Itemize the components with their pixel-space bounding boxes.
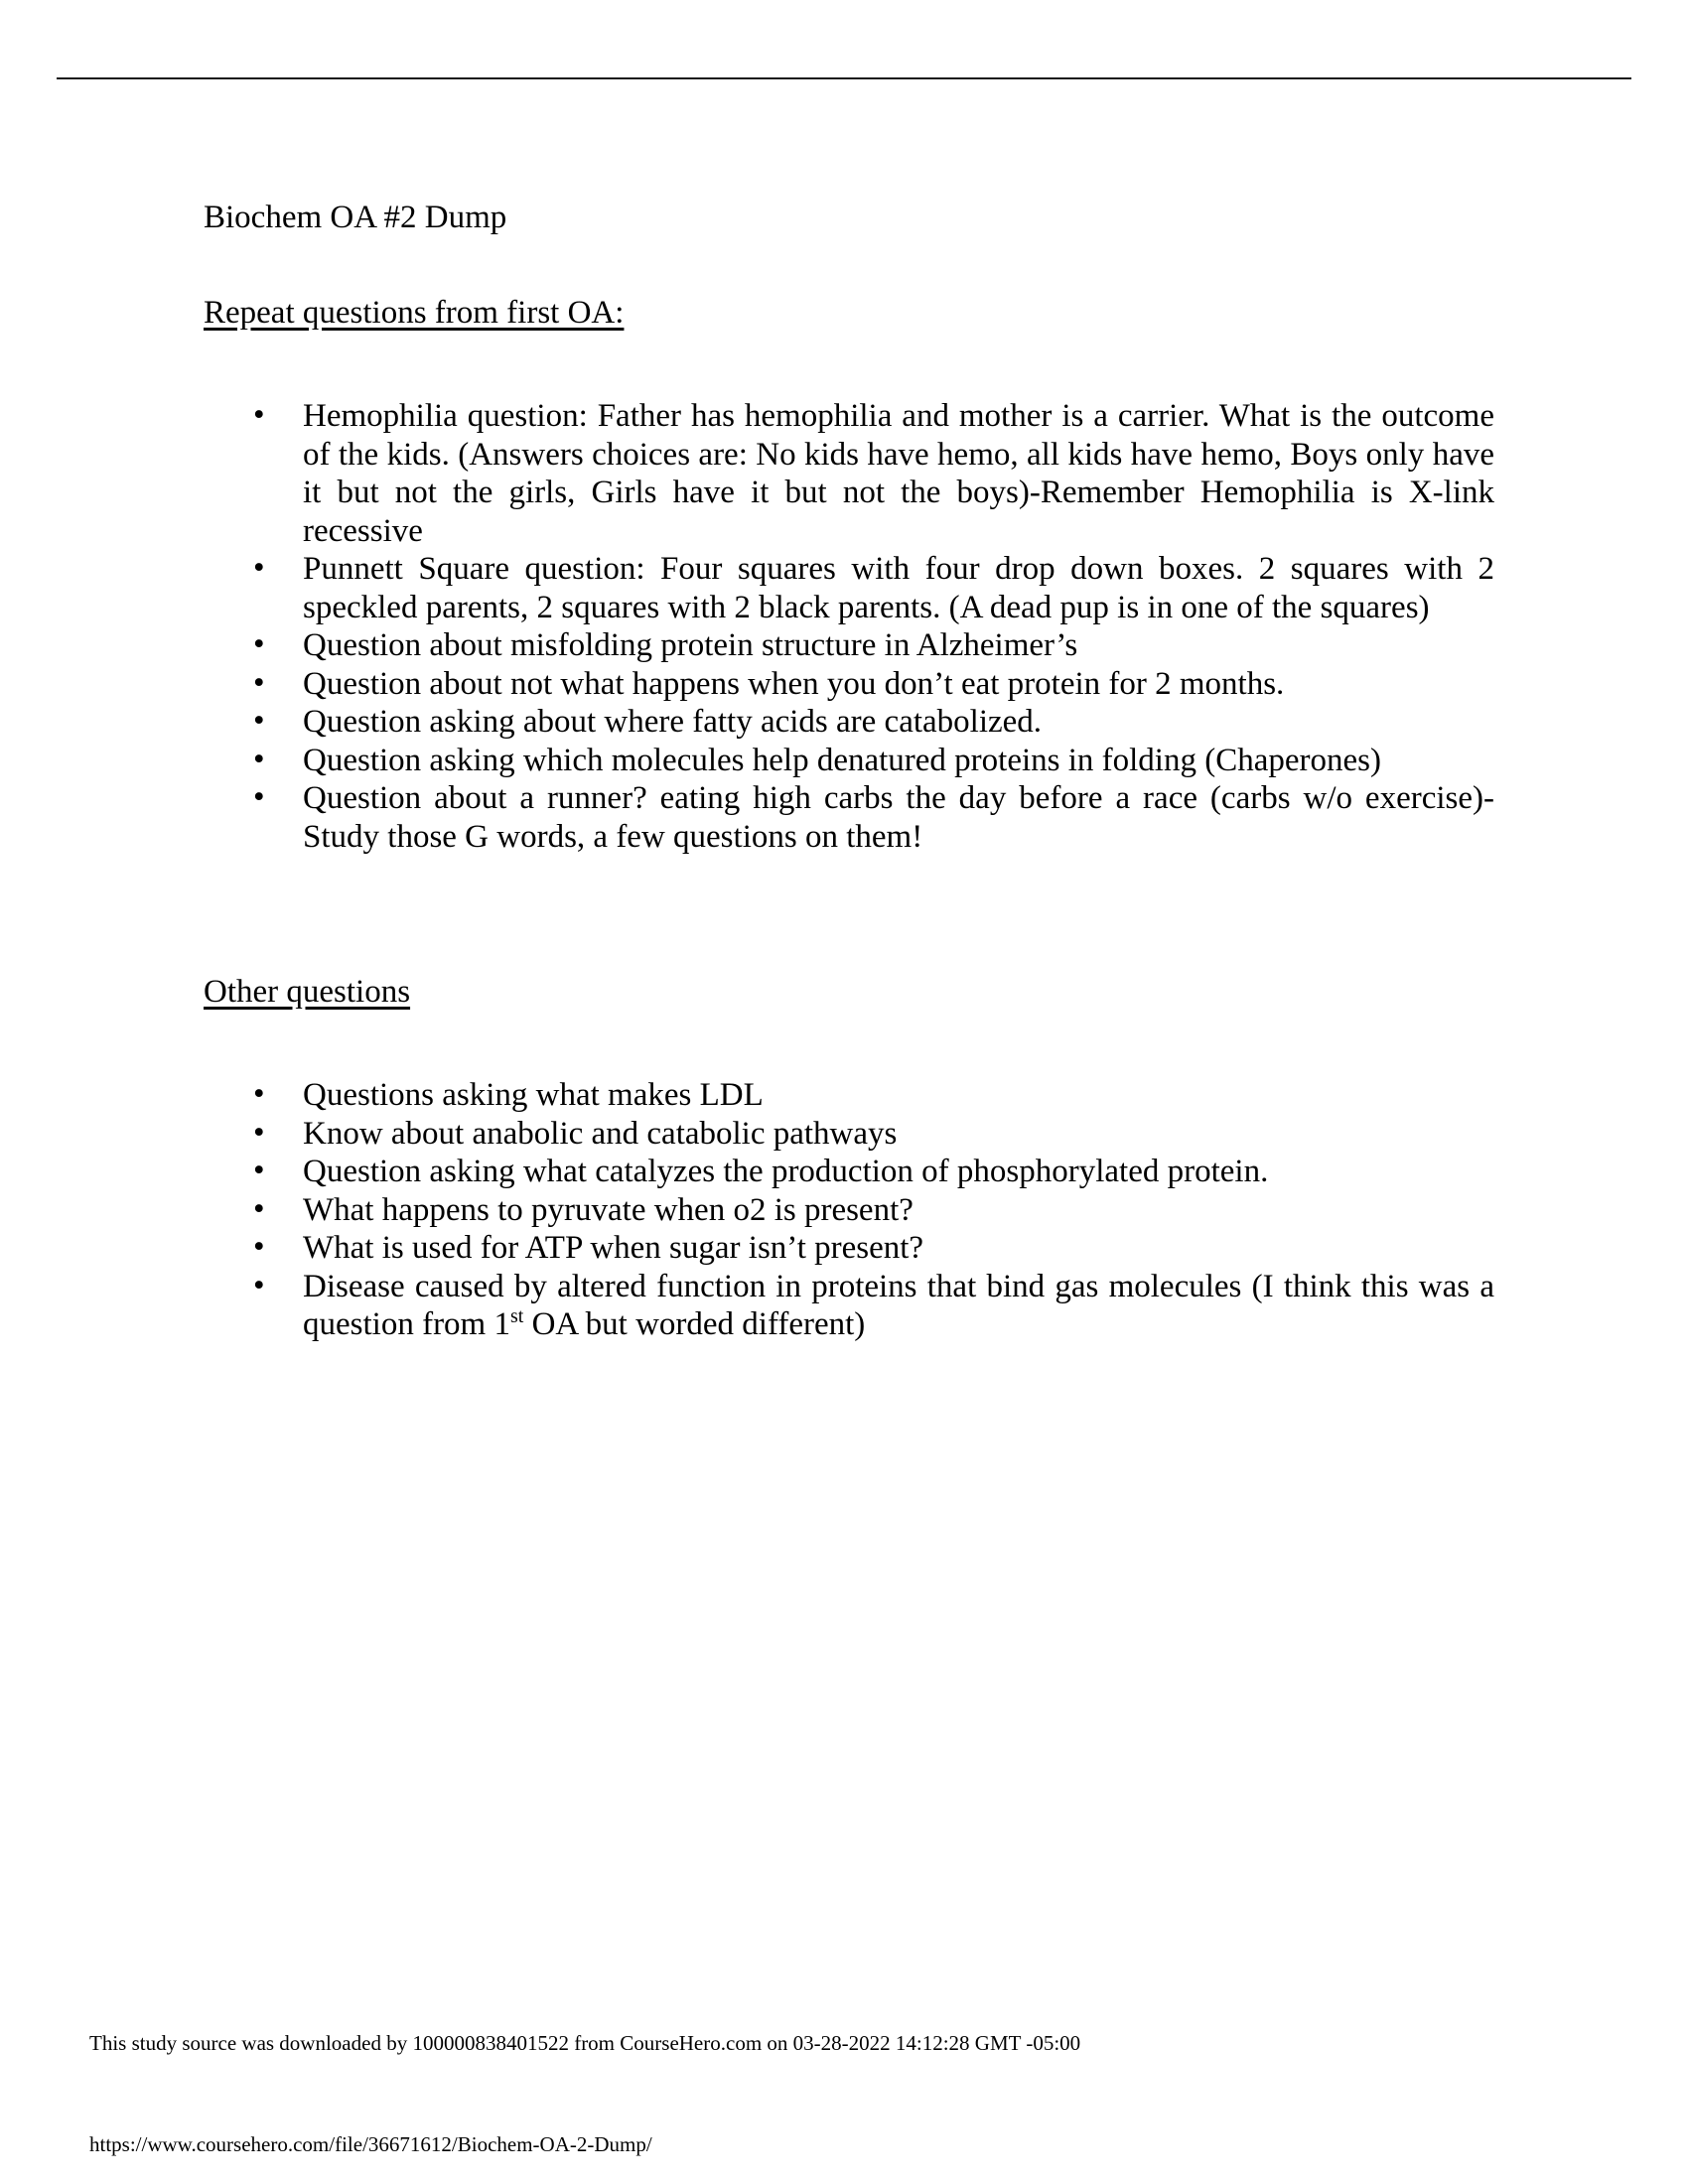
list-item: • Question about misfolding protein structure in Alzheimer’s [303,626,1494,665]
list-item: • What happens to pyruvate when o2 is present? [303,1191,1494,1230]
footer-url [89,2132,652,2157]
list-item: • Hemophilia question: Father has hemophilia and mother is a carrier. What is the outcome of the kids. (Answers choices are: No kids have hemo, all kids have hemo, Boys only have it but not the girls, Girls have it but not the boys)-Remember Hemophilia is X-link recessive [303,397,1494,550]
header-divider [57,77,1631,79]
disease-bullet-text: Disease caused by altered function in proteins that bind gas molecules (I think this was a question from 1 [303,1268,1494,1342]
other-questions-list [204,1076,1494,1344]
list-item: • Question asking which molecules help denatured proteins in folding (Chaperones) [303,742,1494,780]
list-item: • Punnett Square question: Four squares with four drop down boxes. 2 squares with 2 speckled parents, 2 squares with 2 black parents. (A dead pup is in one of the squares) [303,550,1494,626]
section-heading-repeat-questions: Repeat questions from first OA: [204,295,625,331]
document-body [204,199,1494,1344]
footer-attribution: This study source was downloaded by 100000838401522 from CourseHero.com on 03-28-2022 14:12:28 GMT -05:00 [89,2031,1081,2055]
list-item: • Know about anabolic and catabolic pathways [303,1115,1494,1154]
list-item [303,1268,1494,1344]
repeat-questions-list [204,397,1494,856]
section-heading-other-questions: Other questions [204,974,411,1010]
list-item: • What is used for ATP when sugar isn’t present? [303,1229,1494,1268]
list-item: • Question asking about where fatty acids are catabolized. [303,703,1494,742]
list-item: • Question asking what catalyzes the production of phosphorylated protein. [303,1153,1494,1191]
disease-bullet-text: OA but worded different) [523,1306,866,1342]
list-item: • Questions asking what makes LDL [303,1076,1494,1115]
footer-url-link[interactable]: https://www.coursehero.com/file/36671612/Biochem-OA-2-Dump/ [89,2132,652,2156]
list-item: • Question about not what happens when you don’t eat protein for 2 months. [303,665,1494,704]
document-title: Biochem OA #2 Dump [204,200,507,235]
superscript-ordinal: st [509,1305,524,1327]
list-item: • Question about a runner? eating high carbs the day before a race (carbs w/o exercise)-Study those G words, a few questions on them! [303,779,1494,856]
